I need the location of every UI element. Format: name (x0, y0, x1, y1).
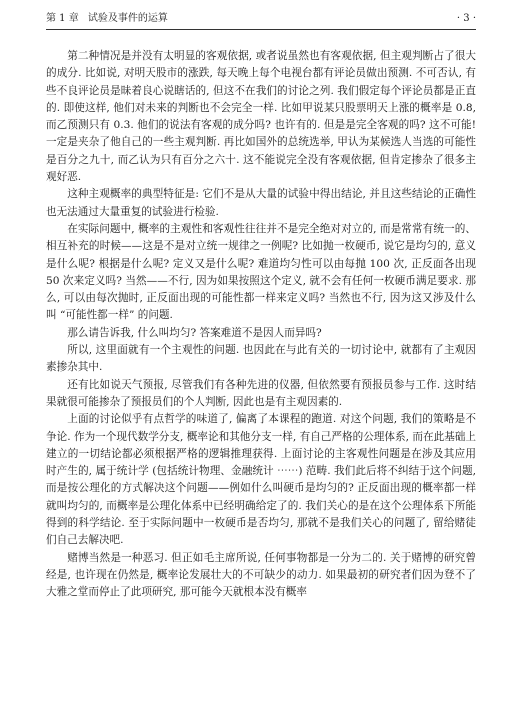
paragraph: 赌博当然是一种恶习. 但正如毛主席所说, 任何事物都是一分为二的. 关于赌博的研究曾经是, 也许现在仍然是, 概率论发展壮大的不可缺少的动力. 如果最初的研究者们因为登不了大雅之堂而停止了此项研究, 那可能今天就根本没有概率 (46, 551, 476, 599)
paragraph: 在实际问题中, 概率的主观性和客观性往往并不是完全绝对对立的, 而是常常有统一的、相互补充的时候——这是不是对立统一规律之一例呢? 比如抛一枚硬币, 说它是均匀的, 意义是什么呢? 根据是什么呢? 定义又是什么呢? 难道均匀性可以由每抛 100 次, 正反面各出现 50 次来定义吗? 当然——不行, 因为如果按照这个定义, 就不会有任何一枚硬币满足要求. 那么, 可以由每次抛时, 正反面出现的可能性都一样来定义吗? 当然也不行, 因为这又涉及什么叫 “可能性都一样” 的问题. (46, 222, 476, 322)
paragraph: 所以, 这里面就有一个主观性的问题. 也因此在与此有关的一切讨论中, 就都有了主观因素掺杂其中. (46, 344, 476, 374)
page-number: · 3 · (456, 13, 476, 24)
chapter-number: 第 1 章 (46, 13, 79, 24)
section-title: 试验及事件的运算 (87, 13, 168, 24)
paragraph: 还有比如说天气预报, 尽管我们有各种先进的仪器, 但依然要有预报员参与工作. 这时结果就很可能掺杂了预报员们的个人判断, 因此也是有主观因素的. (46, 378, 476, 408)
header-left (46, 12, 174, 26)
running-header (46, 12, 476, 30)
paragraph: 那么请告诉我, 什么叫均匀? 答案难道不是因人而异吗? (67, 326, 322, 339)
paragraph: 上面的讨论似乎有点哲学的味道了, 偏离了本课程的跑道. 对这个问题, 我们的策略是不争论. 作为一个现代数学分支, 概率论和其他分支一样, 有自己严格的公理体系, 而在此基础上建立的一切结论都必须根据严格的逻辑推理获得. 上面讨论的主客观性问题是在涉及其应用时产生的, 属于统计学 (包括统计物理、金融统计 ⋯⋯) 范畴. 我们此后将不纠结于这个问题, 而是按公理化的方式解决这个问题——例如什么叫硬币是均匀的? 正反面出现的概率都一样就叫均匀的, 而概率是公理化体系中已经明确给定了的. 我们关心的是在这个公理体系下所能得到的科学结论. 至于实际问题中一枚硬币是否均匀, 那就不是我们关心的问题了, 留给赌徒们自己去解决吧. (46, 413, 476, 547)
paragraph: 第二种情况是并没有太明显的客观依据, 或者说虽然也有客观依据, 但主观判断占了很大的成分. 比如说, 对明天股市的涨跌, 每天晚上每个电视台都有评论员做出预测. 不可否认, 有些不良评论员是昧着良心说瞎话的, 但这不在我们的讨论之列. 我们假定每个评论员都是正直的. 即使这样, 他们对未来的判断也不会完全一样. 比如甲说某只股票明天上涨的概率是 0.8, 而乙预测只有 0.3. 他们的说法有客观的成分吗? 也许有的. 但是是完全客观的吗? 这不可能! 一定是夹杂了他自己的一些主观判断. 再比如国外的总统选举, 甲认为某候选人当选的可能性是百分之九十, 而乙认为只有百分之六十. 这不能说完全没有客观依据, 但肯定掺杂了很多主观好恶. (46, 50, 476, 184)
paragraph: 这种主观概率的典型特征是: 它们不是从大量的试验中得出结论, 并且这些结论的正确性也无法通过大量重复的试验进行检验. (46, 188, 476, 218)
body-text (46, 48, 476, 602)
